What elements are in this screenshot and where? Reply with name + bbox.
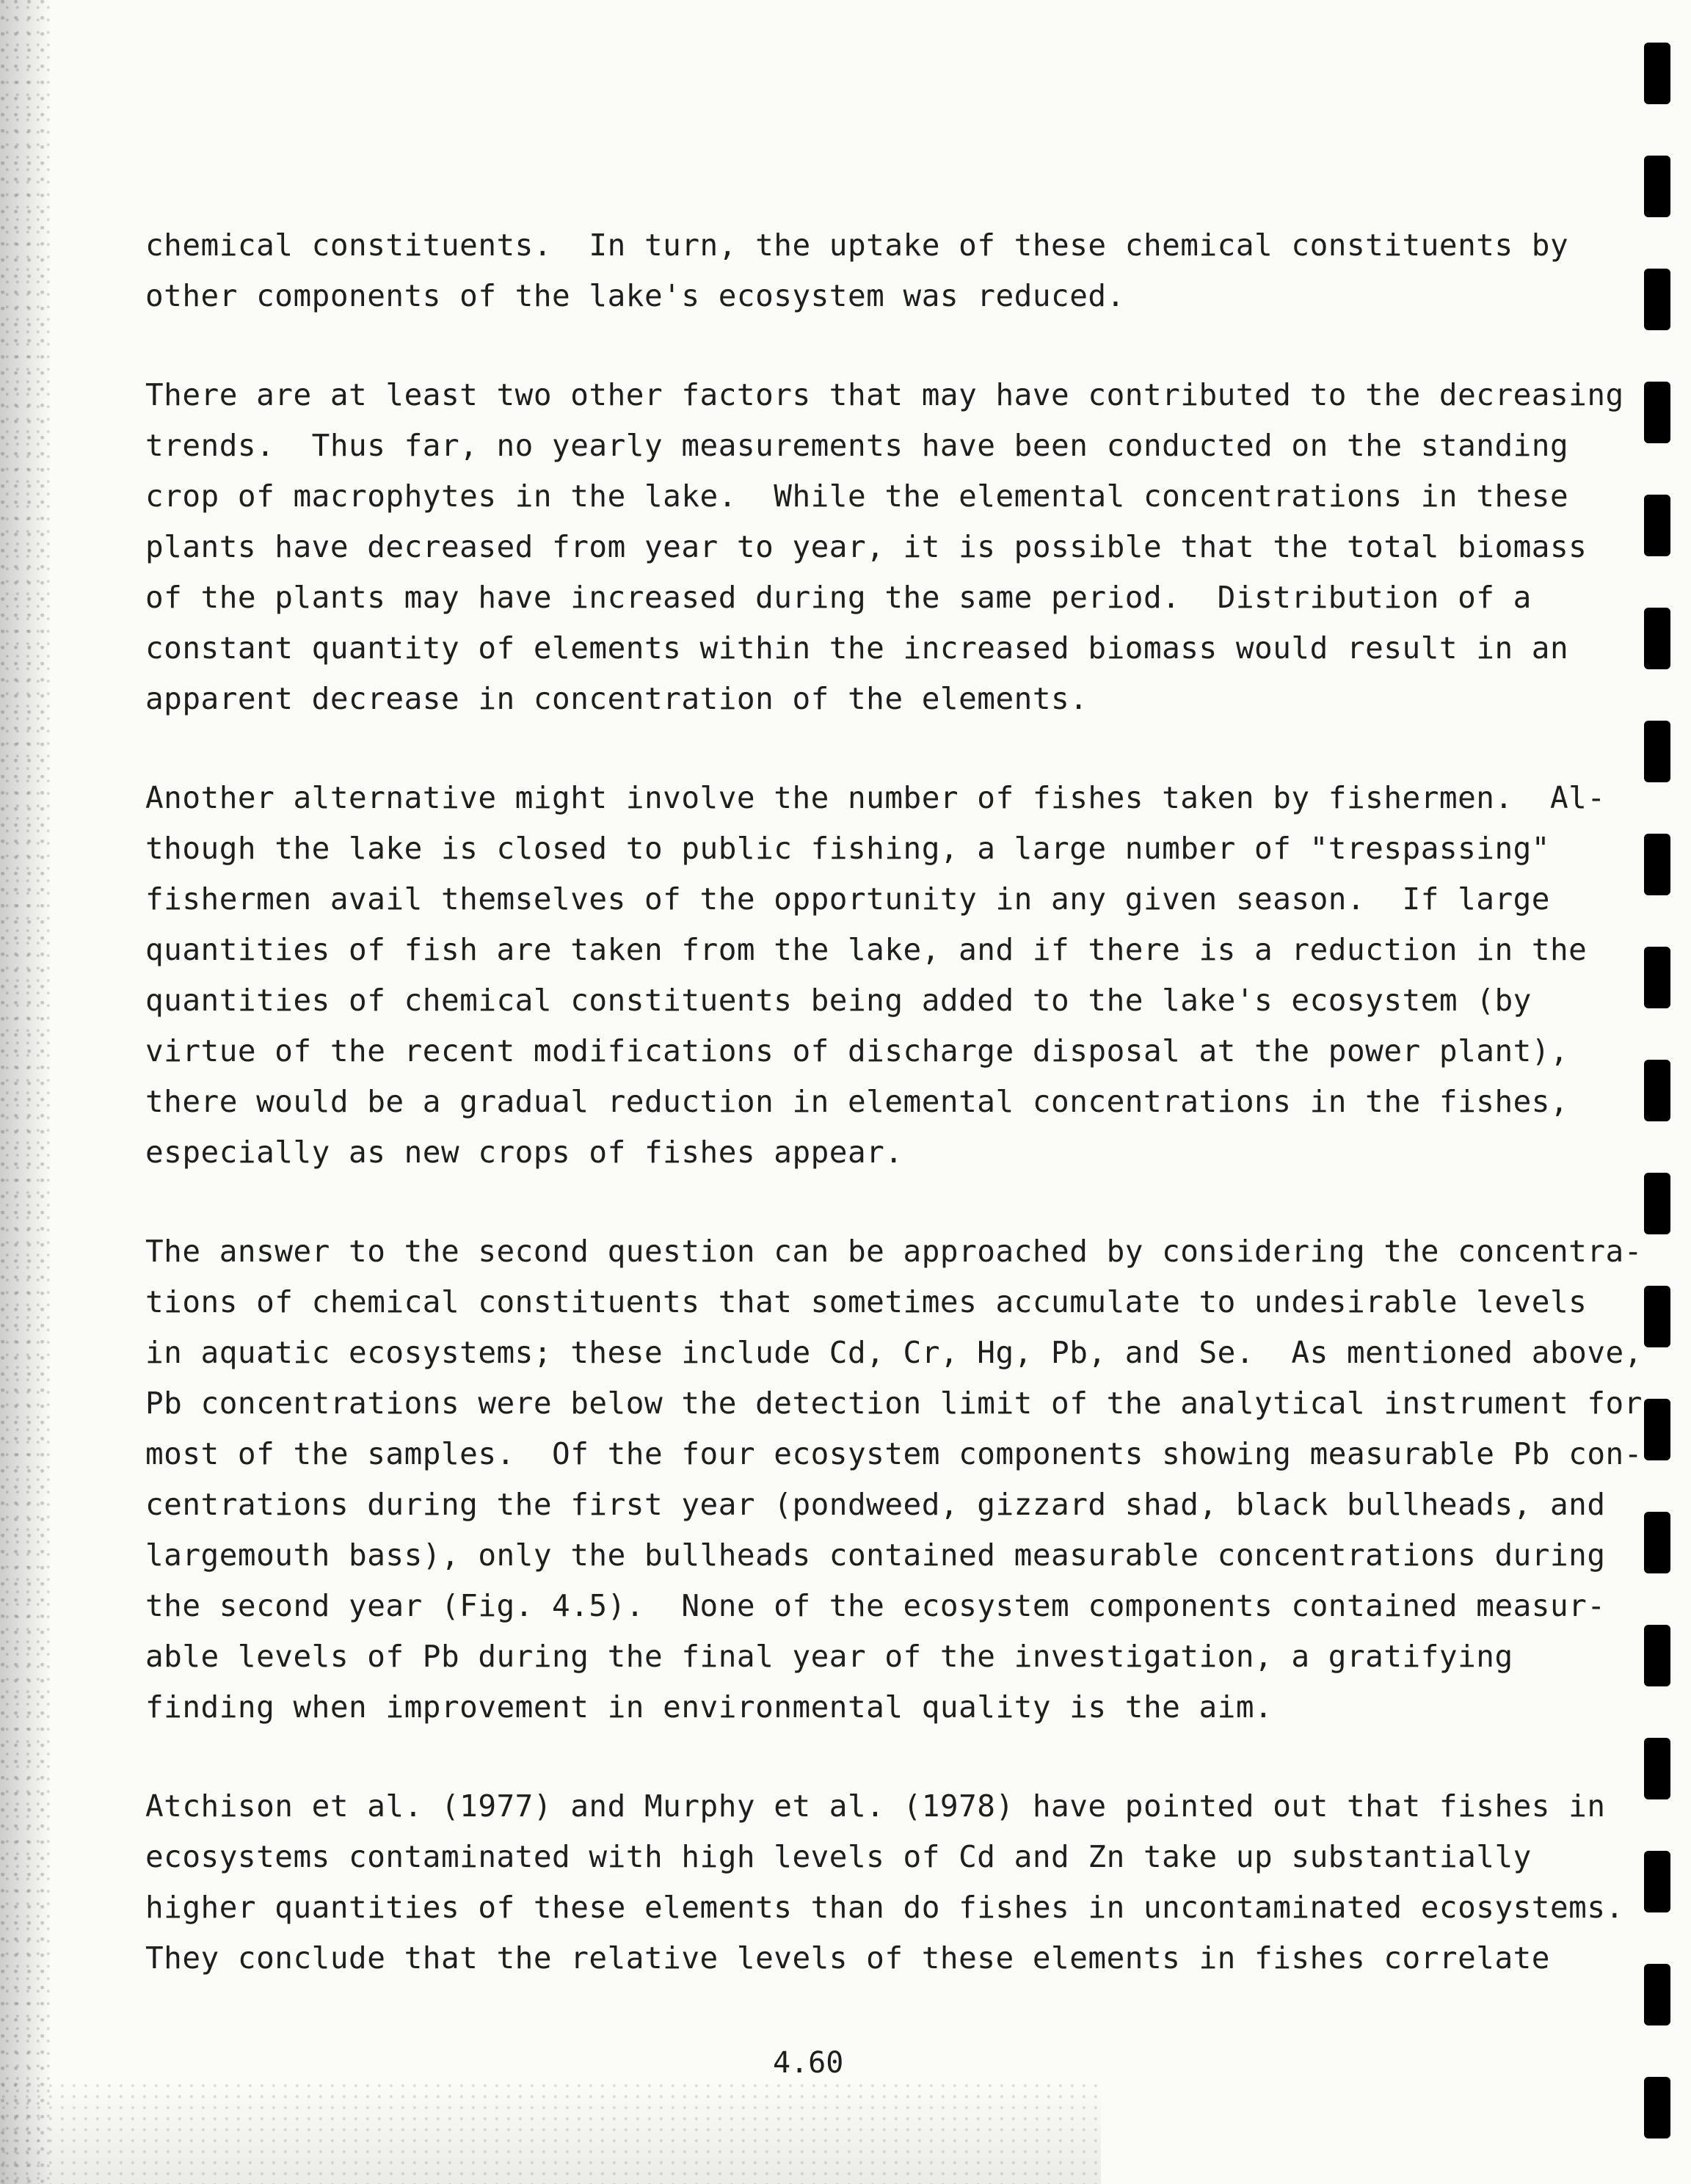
text-line: ecosystems contaminated with high levels of Cd and Zn take up substantially (145, 1839, 1532, 1874)
body-text (145, 220, 1643, 2032)
binding-hole (1644, 156, 1670, 217)
text-line: in aquatic ecosystems; these include Cd, Cr, Hg, Pb, and Se. As mentioned above, (145, 1335, 1643, 1370)
text-line: They conclude that the relative levels of these elements in fishes correlate (145, 1940, 1550, 1976)
binding-hole (1644, 834, 1670, 895)
text-line: virtue of the recent modifications of discharge disposal at the power plant), (145, 1033, 1569, 1069)
binding-hole (1644, 721, 1670, 782)
text-line: other components of the lake's ecosystem was reduced. (145, 278, 1125, 313)
binding-hole (1644, 1286, 1670, 1347)
paragraph-2 (145, 370, 1624, 724)
text-line: apparent decrease in concentration of the elements. (145, 681, 1088, 716)
text-line: the second year (Fig. 4.5). None of the ecosystem components contained measur- (145, 1588, 1606, 1623)
text-line: Pb concentrations were below the detection limit of the analytical instrument for (145, 1386, 1643, 1421)
text-line: quantities of chemical constituents being added to the lake's ecosystem (by (145, 983, 1532, 1018)
text-line: crop of macrophytes in the lake. While the elemental concentrations in these (145, 478, 1569, 514)
text-line: There are at least two other factors that may have contributed to the decreasing (145, 377, 1624, 412)
binding-hole (1644, 1851, 1670, 1912)
text-line: quantities of fish are taken from the lake, and if there is a reduction in the (145, 932, 1588, 967)
binding-hole (1644, 1512, 1670, 1573)
paragraph-3 (145, 773, 1606, 1178)
text-line: of the plants may have increased during the same period. Distribution of a (145, 580, 1532, 615)
binding-hole (1644, 382, 1670, 443)
binding-hole (1644, 947, 1670, 1008)
page-number: 4.60 (773, 2046, 844, 2080)
text-line: The answer to the second question can be approached by considering the concentra- (145, 1234, 1643, 1269)
binding-hole (1644, 1625, 1670, 1686)
binding-holes (1644, 0, 1673, 2184)
binding-hole (1644, 43, 1670, 104)
text-line: Another alternative might involve the number of fishes taken by fishermen. Al- (145, 780, 1606, 815)
binding-hole (1644, 608, 1670, 669)
binding-hole (1644, 1964, 1670, 2025)
binding-hole (1644, 1060, 1670, 1121)
binding-hole (1644, 269, 1670, 330)
binding-hole (1644, 1399, 1670, 1460)
text-line: constant quantity of elements within the increased biomass would result in an (145, 630, 1569, 666)
text-line: finding when improvement in environmental quality is the aim. (145, 1689, 1273, 1725)
binding-hole (1644, 1738, 1670, 1799)
text-line: trends. Thus far, no yearly measurements have been conducted on the standing (145, 428, 1569, 463)
text-line: tions of chemical constituents that sometimes accumulate to undesirable levels (145, 1284, 1588, 1320)
text-line: higher quantities of these elements than do fishes in uncontaminated ecosystems. (145, 1890, 1624, 1925)
text-line: especially as new crops of fishes appear. (145, 1135, 903, 1170)
binding-hole (1644, 2077, 1670, 2138)
binding-hole (1644, 1173, 1670, 1234)
binding-hole (1644, 495, 1670, 556)
text-line: chemical constituents. In turn, the uptake of these chemical constituents by (145, 228, 1569, 263)
paragraph-4 (145, 1226, 1643, 1733)
text-line: fishermen avail themselves of the opportunity in any given season. If large (145, 881, 1550, 917)
text-line: largemouth bass), only the bullheads contained measurable concentrations during (145, 1537, 1606, 1573)
text-line: able levels of Pb during the final year of the investigation, a gratifying (145, 1639, 1513, 1674)
text-line: Atchison et al. (1977) and Murphy et al. (1978) have pointed out that fishes in (145, 1788, 1606, 1824)
paragraph-5 (145, 1781, 1624, 1984)
paragraph-1 (145, 220, 1569, 321)
text-line: most of the samples. Of the four ecosystem components showing measurable Pb con- (145, 1436, 1643, 1471)
text-line: there would be a gradual reduction in elemental concentrations in the fishes, (145, 1084, 1569, 1119)
text-line: plants have decreased from year to year, it is possible that the total biomass (145, 529, 1588, 564)
scan-bottom-noise (0, 2081, 1101, 2184)
text-line: centrations during the first year (pondweed, gizzard shad, black bullheads, and (145, 1487, 1606, 1522)
text-line: though the lake is closed to public fishing, a large number of "trespassing" (145, 831, 1550, 866)
scan-edge-noise (0, 0, 51, 2184)
